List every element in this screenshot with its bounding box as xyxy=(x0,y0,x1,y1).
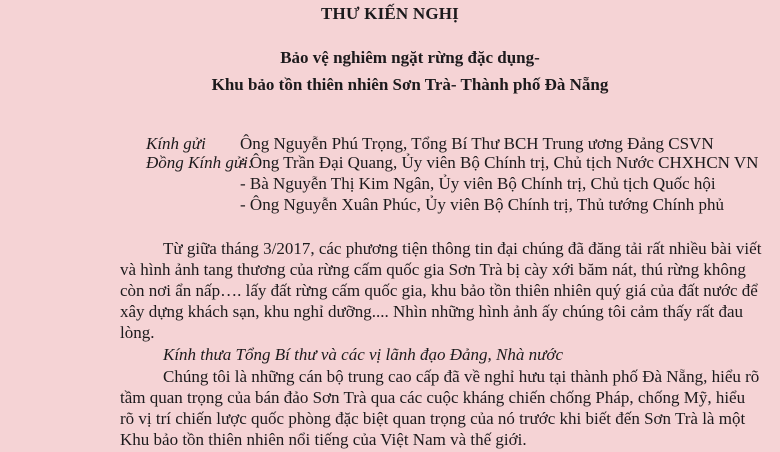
paragraph1-line: Từ giữa tháng 3/2017, các phương tiện thông tin đại chúng đã đăng tải rất nhiều bài viết xyxy=(163,239,762,258)
paragraph1-line: lòng. xyxy=(120,323,155,342)
paragraph2-line: Chúng tôi là những cán bộ trung cao cấp đã về nghỉ hưu tại thành phố Đà Nẵng, hiểu rõ xyxy=(163,367,760,386)
paragraph1-line: xây dựng khách sạn, khu nghỉ dưỡng.... Nhìn những hình ảnh ấy chúng tôi cảm thấy rất đau xyxy=(120,302,744,321)
recipient-cc-label: Đồng Kính gửi: xyxy=(146,153,254,172)
recipient-cc-item: - Ông Nguyễn Xuân Phúc, Ủy viên Bộ Chính trị, Thủ tướng Chính phủ xyxy=(240,195,724,214)
paragraph1-line: và hình ảnh tang thương của rừng cấm quốc gia Sơn Trà bị cày xới băm nát, thú rừng không xyxy=(120,260,746,279)
recipient-cc-item: - Bà Nguyễn Thị Kim Ngân, Ủy viên Bộ Chính trị, Chủ tịch Quốc hội xyxy=(240,174,716,193)
letter-subtitle-line1: Bảo vệ nghiêm ngặt rừng đặc dụng- xyxy=(280,48,540,67)
letter-subtitle-line2: Khu bảo tồn thiên nhiên Sơn Trà- Thành phố Đà Nẵng xyxy=(211,75,609,94)
recipient-primary-text: Ông Nguyễn Phú Trọng, Tổng Bí Thư BCH Trung ương Đảng CSVN xyxy=(240,134,714,153)
paragraph1-line: còn nơi ẩn nấp…. lấy đất rừng cấm quốc gia, khu bảo tồn thiên nhiên quý giá của đất nước để xyxy=(120,281,758,300)
letter-title: THƯ KIẾN NGHỊ xyxy=(321,4,459,23)
paragraph2-line: tầm quan trọng của bán đảo Sơn Trà qua các cuộc kháng chiến chống Pháp, chống Mỹ, hiểu xyxy=(120,388,746,407)
paragraph2-line: Khu bảo tồn thiên nhiên nổi tiếng của Việt Nam và thế giới. xyxy=(120,430,527,449)
recipient-cc-item: - Ông Trần Đại Quang, Ủy viên Bộ Chính trị, Chủ tịch Nước CHXHCN VN xyxy=(240,153,759,172)
letter-greeting: Kính thưa Tổng Bí thư và các vị lãnh đạo Đảng, Nhà nước xyxy=(163,345,563,364)
recipient-primary-label: Kính gửi xyxy=(146,134,206,153)
paragraph2-line: rõ vị trí chiến lược quốc phòng đặc biệt quan trọng của nó trước khi biết đến Sơn Trà là một xyxy=(120,409,746,428)
